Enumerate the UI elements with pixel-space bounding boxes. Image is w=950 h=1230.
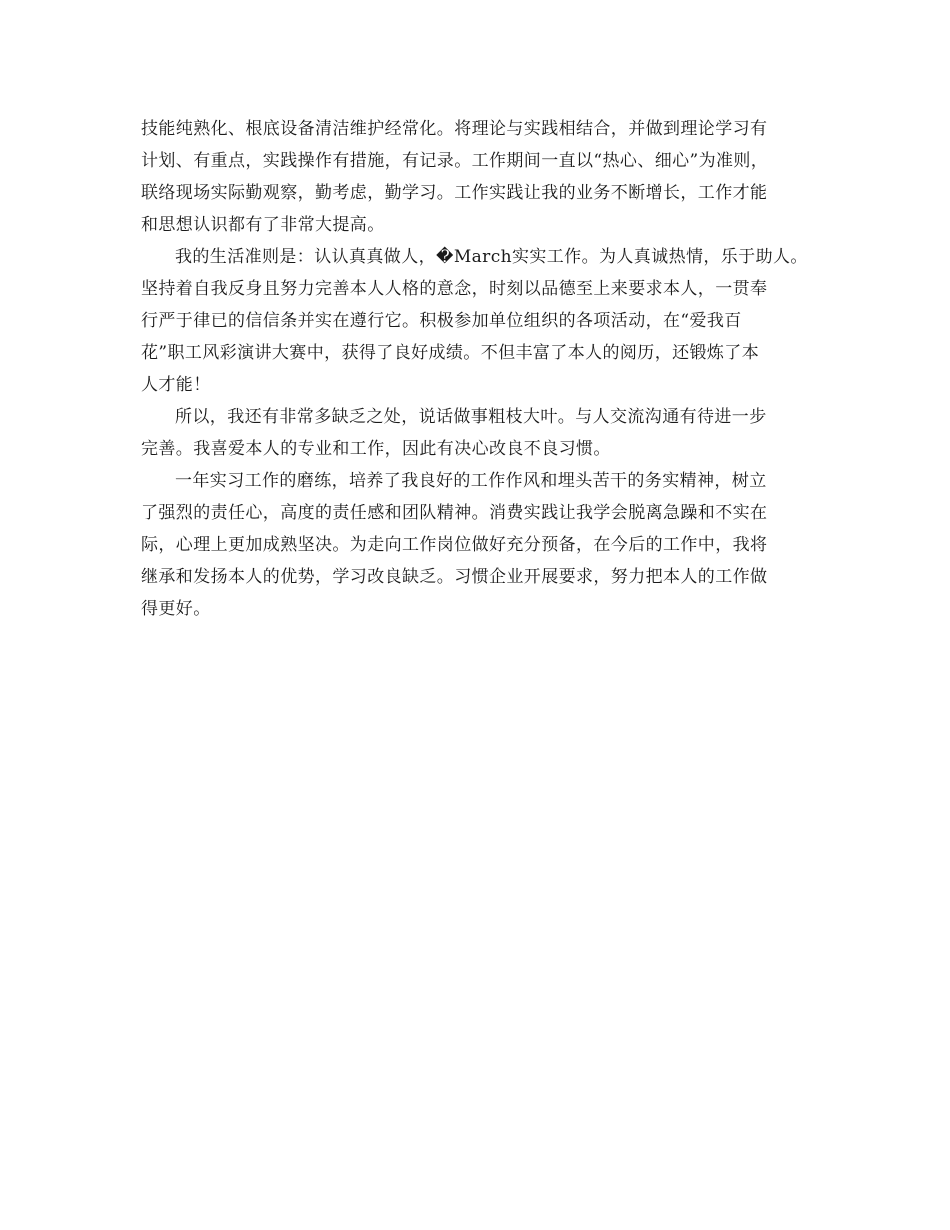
text-line: 得更好。 bbox=[141, 599, 211, 619]
document-body bbox=[141, 113, 831, 625]
text-line: 了强烈的责任心，高度的责任感和团队精神。消费实践让我学会脱离急躁和不实在 bbox=[141, 503, 768, 523]
text-line: 和思想认识都有了非常大提高。 bbox=[141, 215, 385, 235]
text-line: 一年实习工作的磨练，培养了我良好的工作作风和埋头苦干的务实精神，树立 bbox=[175, 471, 767, 491]
text-line: 人才能！ bbox=[141, 375, 211, 395]
text-line: 继承和发扬本人的优势，学习改良缺乏。习惯企业开展要求，努力把本人的工作做 bbox=[141, 567, 768, 587]
text-line: 技能纯熟化、根底设备清洁维护经常化。将理论与实践相结合，并做到理论学习有 bbox=[141, 119, 768, 139]
text-line: 际，心理上更加成熟坚决。为走向工作岗位做好充分预备，在今后的工作中，我将 bbox=[141, 535, 768, 555]
text-line: 花”职工风彩演讲大赛中，获得了良好成绩。不但丰富了本人的阅历，还锻炼了本 bbox=[141, 343, 760, 363]
text-line: 计划、有重点，实践操作有措施，有记录。工作期间一直以“热心、细心”为准则， bbox=[141, 151, 769, 171]
paragraph-2 bbox=[141, 241, 831, 401]
paragraph-3 bbox=[141, 401, 831, 465]
text-line: 我的生活准则是：认认真真做人，�March实实工作。为人真诚热情，乐于助人。 bbox=[175, 247, 808, 267]
paragraph-1 bbox=[141, 113, 831, 241]
text-line: 行严于律已的信信条并实在遵行它。积极参加单位组织的各项活动，在“爱我百 bbox=[141, 311, 742, 331]
text-line: 完善。我喜爱本人的专业和工作，因此有决心改良不良习惯。 bbox=[141, 439, 611, 459]
text-line: 所以，我还有非常多缺乏之处，说话做事粗枝大叶。与人交流沟通有待进一步 bbox=[175, 407, 767, 427]
text-line: 联络现场实际勤观察，勤考虑，勤学习。工作实践让我的业务不断增长，工作才能 bbox=[141, 183, 768, 203]
paragraph-4 bbox=[141, 465, 831, 625]
text-line: 坚持着自我反身且努力完善本人人格的意念，时刻以品德至上来要求本人，一贯奉 bbox=[141, 279, 768, 299]
